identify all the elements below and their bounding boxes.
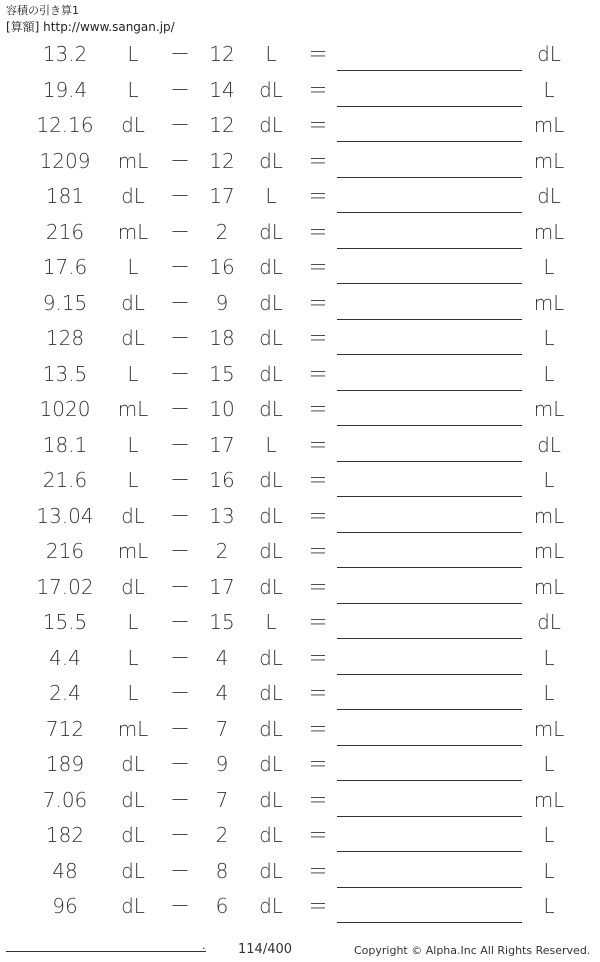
answer-blank[interactable]	[337, 212, 522, 213]
minuend-unit: L	[127, 645, 139, 670]
answer-unit: mL	[533, 503, 565, 528]
problem-row	[0, 215, 600, 251]
minuend: 216	[45, 539, 85, 563]
worksheet-source: [算額] http://www.sangan.jp/	[6, 20, 175, 34]
subtrahend-unit: dL	[259, 468, 283, 492]
equals-sign: ＝	[308, 77, 328, 102]
problem-row	[0, 179, 600, 215]
minuend: 12.16	[36, 113, 94, 137]
equals-sign: ＝	[308, 290, 328, 315]
answer-blank[interactable]	[337, 816, 522, 817]
answer-unit: mL	[533, 290, 565, 315]
minuend: 17.02	[36, 574, 94, 599]
answer-unit: dL	[537, 184, 561, 208]
equals-sign: ＝	[308, 42, 328, 66]
answer-unit: L	[543, 823, 555, 847]
answer-blank[interactable]	[337, 461, 522, 462]
minus-sign: －	[170, 148, 190, 173]
answer-blank[interactable]	[337, 887, 522, 888]
minus-sign: －	[170, 219, 190, 244]
subtrahend: 15	[209, 610, 235, 634]
minuend: 181	[45, 184, 85, 208]
minus-sign: －	[170, 858, 190, 883]
equals-sign: ＝	[308, 397, 328, 421]
answer-blank[interactable]	[337, 567, 522, 568]
answer-unit: L	[543, 468, 555, 492]
minuend-unit: dL	[121, 184, 145, 208]
subtrahend-unit: dL	[259, 574, 283, 599]
subtrahend-unit: dL	[259, 113, 283, 137]
answer-blank[interactable]	[337, 248, 522, 249]
copyright: Copyright © Alpha.Inc All Rights Reserved.	[354, 944, 591, 957]
minuend: 1020	[39, 397, 91, 421]
subtrahend-unit: dL	[259, 752, 283, 776]
minuend: 2.4	[49, 681, 81, 705]
minuend: 18.1	[42, 432, 88, 457]
minuend-unit: dL	[121, 752, 145, 776]
answer-unit: mL	[533, 716, 565, 741]
subtrahend-unit: dL	[259, 326, 283, 350]
answer-blank[interactable]	[337, 709, 522, 710]
subtrahend-unit: dL	[259, 361, 283, 386]
minuend-unit: mL	[117, 219, 149, 244]
problem-row	[0, 428, 600, 464]
answer-blank[interactable]	[337, 780, 522, 781]
answer-unit: L	[543, 858, 555, 883]
equals-sign: ＝	[308, 219, 328, 244]
minuend-unit: dL	[121, 290, 145, 315]
answer-blank[interactable]	[337, 638, 522, 639]
subtrahend: 2	[215, 219, 229, 244]
subtrahend: 7	[215, 787, 229, 812]
minuend: 19.4	[42, 77, 88, 102]
minuend: 7.06	[42, 787, 88, 812]
minus-sign: －	[170, 787, 190, 812]
problem-row	[0, 144, 600, 180]
minus-sign: －	[170, 184, 190, 208]
subtrahend: 17	[209, 432, 235, 457]
subtrahend: 2	[215, 823, 229, 847]
problem-row	[0, 641, 600, 677]
subtrahend: 14	[209, 77, 235, 102]
answer-blank[interactable]	[337, 922, 522, 923]
subtrahend-unit: dL	[259, 255, 283, 279]
minus-sign: －	[170, 255, 190, 279]
subtrahend: 15	[209, 361, 235, 386]
problem-row	[0, 321, 600, 357]
subtrahend-unit: dL	[259, 77, 283, 102]
subtrahend: 12	[209, 148, 235, 173]
subtrahend-unit: dL	[259, 645, 283, 670]
minuend-unit: mL	[117, 397, 149, 421]
equals-sign: ＝	[308, 716, 328, 741]
minuend-unit: dL	[121, 503, 145, 528]
equals-sign: ＝	[308, 823, 328, 847]
equals-sign: ＝	[308, 858, 328, 883]
problem-row	[0, 73, 600, 109]
subtrahend: 17	[209, 574, 235, 599]
minuend: 9.15	[42, 290, 88, 315]
footer-dot: .	[202, 939, 206, 952]
minuend-unit: dL	[121, 787, 145, 812]
subtrahend-unit: dL	[259, 823, 283, 847]
answer-blank[interactable]	[337, 177, 522, 178]
equals-sign: ＝	[308, 432, 328, 457]
problem-row	[0, 108, 600, 144]
answer-unit: mL	[533, 397, 565, 421]
answer-unit: mL	[533, 219, 565, 244]
problem-row	[0, 357, 600, 393]
answer-blank[interactable]	[337, 354, 522, 355]
answer-unit: L	[543, 255, 555, 279]
minus-sign: －	[170, 326, 190, 350]
answer-blank[interactable]	[337, 745, 522, 746]
minuend: 712	[45, 716, 85, 741]
subtrahend-unit: dL	[259, 787, 283, 812]
subtrahend: 16	[209, 255, 235, 279]
problem-row	[0, 854, 600, 890]
equals-sign: ＝	[308, 503, 328, 528]
subtrahend-unit: dL	[259, 539, 283, 563]
minus-sign: －	[170, 610, 190, 634]
problem-row	[0, 392, 600, 428]
equals-sign: ＝	[308, 148, 328, 173]
answer-blank[interactable]	[337, 141, 522, 142]
minuend-unit: L	[127, 361, 139, 386]
answer-blank[interactable]	[337, 106, 522, 107]
problem-row	[0, 818, 600, 854]
minuend-unit: mL	[117, 539, 149, 563]
minus-sign: －	[170, 113, 190, 137]
equals-sign: ＝	[308, 681, 328, 705]
subtrahend-unit: dL	[259, 148, 283, 173]
subtrahend-unit: L	[265, 184, 277, 208]
subtrahend-unit: dL	[259, 219, 283, 244]
problem-row	[0, 463, 600, 499]
problem-list	[0, 37, 600, 925]
subtrahend: 17	[209, 184, 235, 208]
answer-blank[interactable]	[337, 283, 522, 284]
subtrahend: 9	[215, 752, 229, 776]
minuend-unit: dL	[121, 574, 145, 599]
equals-sign: ＝	[308, 326, 328, 350]
subtrahend-unit: dL	[259, 858, 283, 883]
subtrahend: 16	[209, 468, 235, 492]
problem-row	[0, 783, 600, 819]
minus-sign: －	[170, 361, 190, 386]
equals-sign: ＝	[308, 645, 328, 670]
minuend-unit: L	[127, 432, 139, 457]
minus-sign: －	[170, 468, 190, 492]
minuend: 128	[45, 326, 85, 350]
answer-blank[interactable]	[337, 496, 522, 497]
answer-blank[interactable]	[337, 532, 522, 533]
problem-row	[0, 499, 600, 535]
minuend-unit: dL	[121, 823, 145, 847]
minuend-unit: L	[127, 77, 139, 102]
problem-row	[0, 250, 600, 286]
problem-row	[0, 747, 600, 783]
minuend-unit: L	[127, 610, 139, 634]
minuend: 96	[52, 894, 78, 918]
problem-row	[0, 286, 600, 322]
answer-unit: dL	[537, 610, 561, 634]
subtrahend: 2	[215, 539, 229, 563]
answer-blank[interactable]	[337, 851, 522, 852]
subtrahend-unit: dL	[259, 503, 283, 528]
minuend: 4.4	[49, 645, 81, 670]
equals-sign: ＝	[308, 574, 328, 599]
minus-sign: －	[170, 432, 190, 457]
subtrahend: 13	[209, 503, 235, 528]
equals-sign: ＝	[308, 255, 328, 279]
minuend: 48	[52, 858, 78, 883]
problem-row	[0, 889, 600, 925]
minuend-unit: dL	[121, 326, 145, 350]
answer-unit: mL	[533, 113, 565, 137]
minus-sign: －	[170, 752, 190, 776]
answer-unit: mL	[533, 787, 565, 812]
minus-sign: －	[170, 716, 190, 741]
minuend: 13.04	[36, 503, 94, 528]
minus-sign: －	[170, 574, 190, 599]
subtrahend: 4	[215, 645, 229, 670]
page-number: 114/400	[238, 942, 293, 957]
minuend-unit: mL	[117, 148, 149, 173]
subtrahend: 8	[215, 858, 229, 883]
minuend: 13.2	[42, 42, 88, 66]
problem-row	[0, 712, 600, 748]
answer-unit: mL	[533, 574, 565, 599]
answer-unit: L	[543, 752, 555, 776]
minuend-unit: mL	[117, 716, 149, 741]
answer-unit: dL	[537, 432, 561, 457]
worksheet-title: 容積の引き算1	[6, 4, 79, 17]
minuend: 13.5	[42, 361, 88, 386]
equals-sign: ＝	[308, 184, 328, 208]
minuend: 15.5	[42, 610, 88, 634]
answer-blank[interactable]	[337, 425, 522, 426]
problem-row	[0, 534, 600, 570]
problem-row	[0, 605, 600, 641]
minus-sign: －	[170, 290, 190, 315]
answer-unit: L	[543, 326, 555, 350]
footer	[0, 936, 600, 962]
answer-unit: L	[543, 681, 555, 705]
minuend: 182	[45, 823, 85, 847]
subtrahend-unit: dL	[259, 397, 283, 421]
subtrahend: 10	[209, 397, 235, 421]
minuend-unit: L	[127, 255, 139, 279]
minuend: 216	[45, 219, 85, 244]
minuend-unit: dL	[121, 858, 145, 883]
answer-unit: L	[543, 645, 555, 670]
subtrahend: 4	[215, 681, 229, 705]
answer-blank[interactable]	[337, 674, 522, 675]
answer-unit: dL	[537, 42, 561, 66]
equals-sign: ＝	[308, 894, 328, 918]
minus-sign: －	[170, 823, 190, 847]
equals-sign: ＝	[308, 468, 328, 492]
subtrahend: 12	[209, 42, 235, 66]
answer-unit: L	[543, 894, 555, 918]
subtrahend-unit: dL	[259, 290, 283, 315]
problem-row	[0, 676, 600, 712]
minus-sign: －	[170, 681, 190, 705]
equals-sign: ＝	[308, 610, 328, 634]
minus-sign: －	[170, 894, 190, 918]
equals-sign: ＝	[308, 361, 328, 386]
subtrahend: 6	[215, 894, 229, 918]
subtrahend: 12	[209, 113, 235, 137]
minus-sign: －	[170, 645, 190, 670]
minuend-unit: L	[127, 468, 139, 492]
problem-row	[0, 37, 600, 73]
minus-sign: －	[170, 42, 190, 66]
equals-sign: ＝	[308, 113, 328, 137]
minus-sign: －	[170, 503, 190, 528]
minuend: 21.6	[42, 468, 88, 492]
minuend-unit: L	[127, 42, 139, 66]
subtrahend-unit: L	[265, 432, 277, 457]
minus-sign: －	[170, 539, 190, 563]
answer-blank[interactable]	[337, 319, 522, 320]
subtrahend-unit: dL	[259, 894, 283, 918]
answer-unit: mL	[533, 539, 565, 563]
subtrahend: 9	[215, 290, 229, 315]
minuend-unit: L	[127, 681, 139, 705]
answer-blank[interactable]	[337, 70, 522, 71]
subtrahend-unit: dL	[259, 681, 283, 705]
answer-blank[interactable]	[337, 603, 522, 604]
answer-unit: mL	[533, 148, 565, 173]
equals-sign: ＝	[308, 539, 328, 563]
minuend-unit: dL	[121, 113, 145, 137]
name-line[interactable]	[6, 951, 206, 952]
minus-sign: －	[170, 77, 190, 102]
minuend-unit: dL	[121, 894, 145, 918]
equals-sign: ＝	[308, 787, 328, 812]
minuend: 189	[45, 752, 85, 776]
minuend: 17.6	[42, 255, 88, 279]
subtrahend-unit: dL	[259, 716, 283, 741]
subtrahend-unit: L	[265, 610, 277, 634]
answer-unit: L	[543, 77, 555, 102]
subtrahend: 18	[209, 326, 235, 350]
minuend: 1209	[39, 148, 91, 173]
answer-unit: L	[543, 361, 555, 386]
answer-blank[interactable]	[337, 390, 522, 391]
subtrahend-unit: L	[265, 42, 277, 66]
subtrahend: 7	[215, 716, 229, 741]
equals-sign: ＝	[308, 752, 328, 776]
problem-row	[0, 570, 600, 606]
minus-sign: －	[170, 397, 190, 421]
